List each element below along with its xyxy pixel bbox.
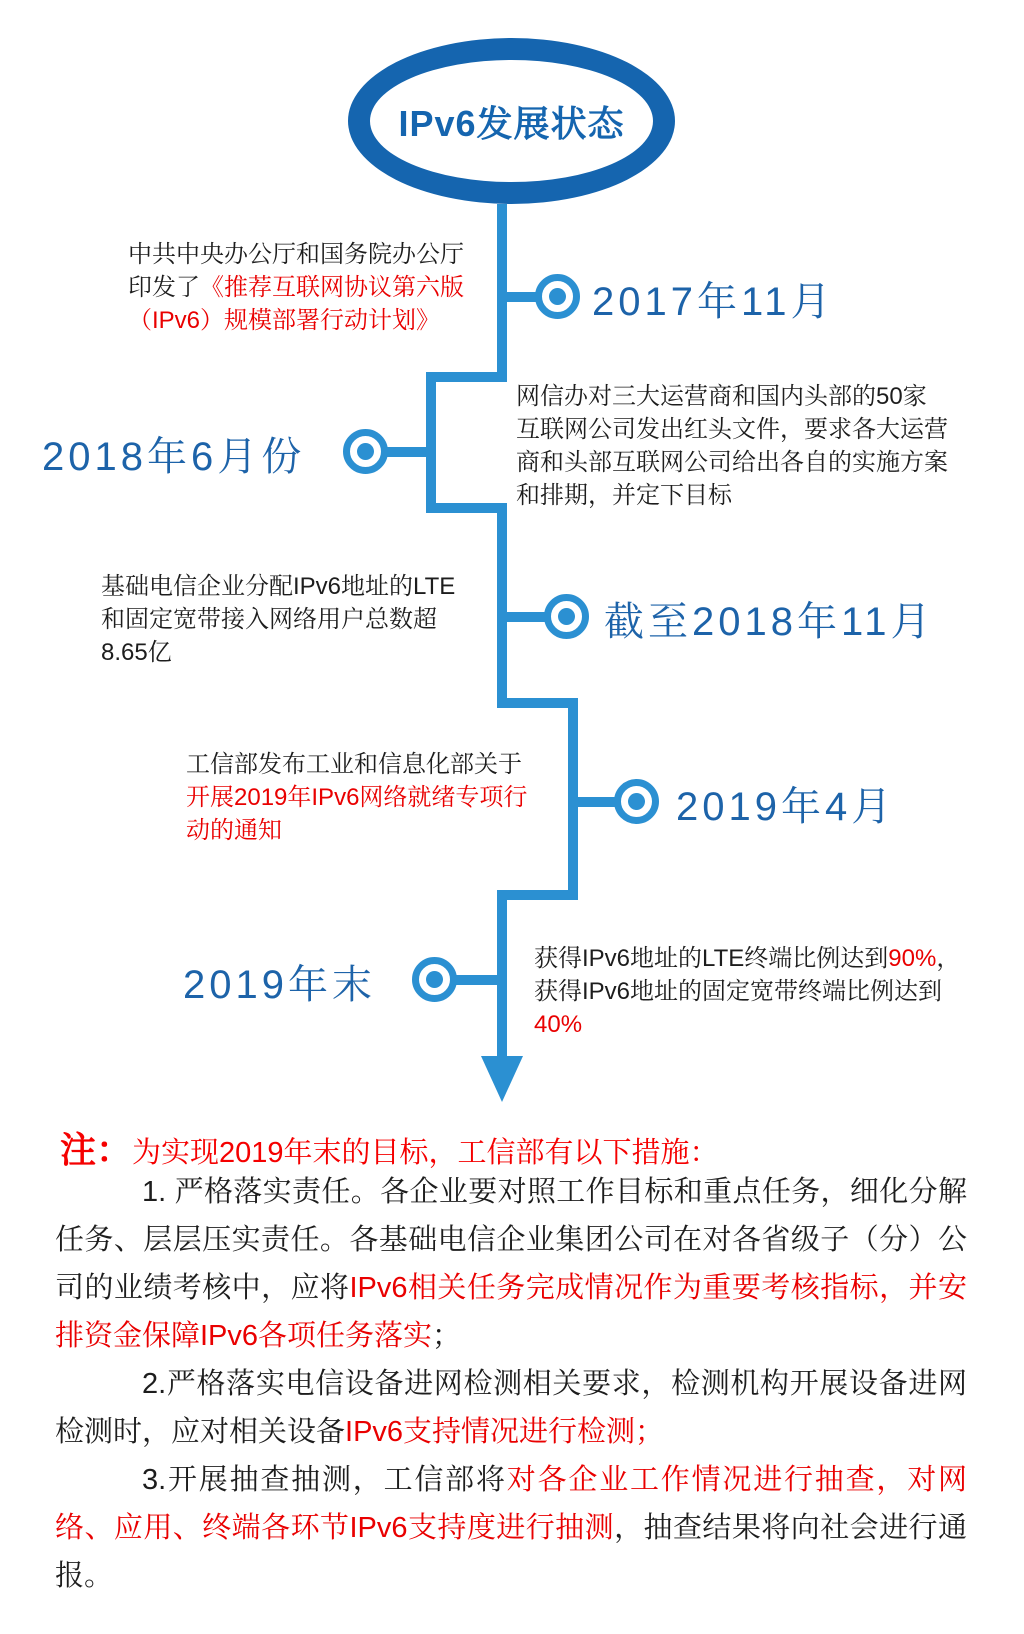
timeline-jog-2 [426,503,507,513]
note-p2-text: 2.严格落实电信设备进网检测相关要求，检测机构开展设备进网检测时，应对相关设备 [55,1368,967,1448]
page-title: IPv6发展状态 [398,102,625,144]
desc-text: 获得IPv6地址的LTE终端比例达到 [534,945,889,972]
desc-2018-11 [101,570,469,669]
desc-2018-06 [516,380,948,512]
desc-text-highlight: 《推荐互联网协议第六版（IPv6）规模部署行动计划》 [128,274,464,334]
note-heading-text: 为实现2019年末的目标，工信部有以下措施： [132,1137,719,1169]
desc-text: ，获得IPv6地址的固定宽带终端比例达到 [534,945,961,1005]
timeline-node-2019-04 [614,779,659,824]
timeline-node-2018-11 [544,594,589,639]
date-label-2019-end: 2019年末 [183,963,376,1007]
desc-text: 工信部发布工业和信息化部关于 [186,751,522,778]
note-p2-highlight: IPv6支持情况进行检测； [345,1416,665,1448]
desc-text-highlight: 开展2019年IPv6网络就绪专项行动的通知 [186,784,528,844]
timeline-jog-1 [426,372,507,382]
note-p1-text: 1. 严格落实责任。各企业要对照工作目标和重点任务，细化分解任务、层层压实责任。各基础电信企业集团公司在对各省级子（分）公司的业绩考核中，应将 [55,1176,967,1304]
desc-2017-11 [128,238,476,337]
date-label-2019-04: 2019年4月 [676,785,896,829]
date-label-2018-06: 2018年6月份 [42,435,306,479]
note-p3-text: ，抽查结果将向社会进行通报。 [55,1512,967,1592]
node-dot [558,608,575,625]
date-label-2018-11: 截至2018年11月 [604,600,935,644]
desc-text: 中共中央办公厅和国务院办公厅印发了 [128,241,464,301]
timeline-segment-2 [426,372,436,513]
title-ellipse [348,38,675,204]
note-p3-highlight: 对各企业工作情况进行抽查，对网络、应用、终端各环节IPv6支持度进行抽测 [55,1464,967,1544]
timeline-jog-4 [497,890,578,900]
node-dot [628,793,645,810]
note-paragraph-2 [55,1360,967,1456]
desc-text: 网信办对三大运营商和国内头部的50家互联网公司发出红头文件，要求各大运营商和头部互联网公司给出各自的实施方案和排期，并定下目标 [516,383,948,509]
desc-2019-04 [186,748,536,847]
node-dot [426,971,443,988]
desc-2019-end [534,942,962,1041]
note-heading-mark: 注： [60,1129,133,1170]
note-p3-text: 3.开展抽查抽测，工信部将 [142,1464,507,1496]
timeline-node-2017-11 [535,274,580,319]
note-p1-text: ； [432,1320,462,1352]
note-p1-highlight: IPv6相关任务完成情况作为重要考核指标，并安排资金保障IPv6各项任务落实 [55,1272,967,1352]
desc-text-highlight: 90% [888,945,937,972]
connector-2018-06 [382,447,434,457]
note-heading [60,1122,719,1173]
desc-text: 基础电信企业分配IPv6地址的LTE和固定宽带接入网络用户总数超8.65亿 [101,573,456,666]
node-dot [357,443,374,460]
node-dot [549,288,566,305]
timeline-jog-3 [497,698,578,708]
note-paragraph-1 [55,1168,967,1360]
timeline-node-2018-06 [343,429,388,474]
date-label-2017-11: 2017年11月 [592,280,835,324]
note-body [55,1168,967,1600]
timeline-node-2019-end [412,957,457,1002]
timeline-arrow-icon [481,1056,523,1102]
desc-text-highlight: 40% [534,1011,583,1038]
timeline-segment-3 [497,503,507,708]
note-paragraph-3 [55,1456,967,1600]
